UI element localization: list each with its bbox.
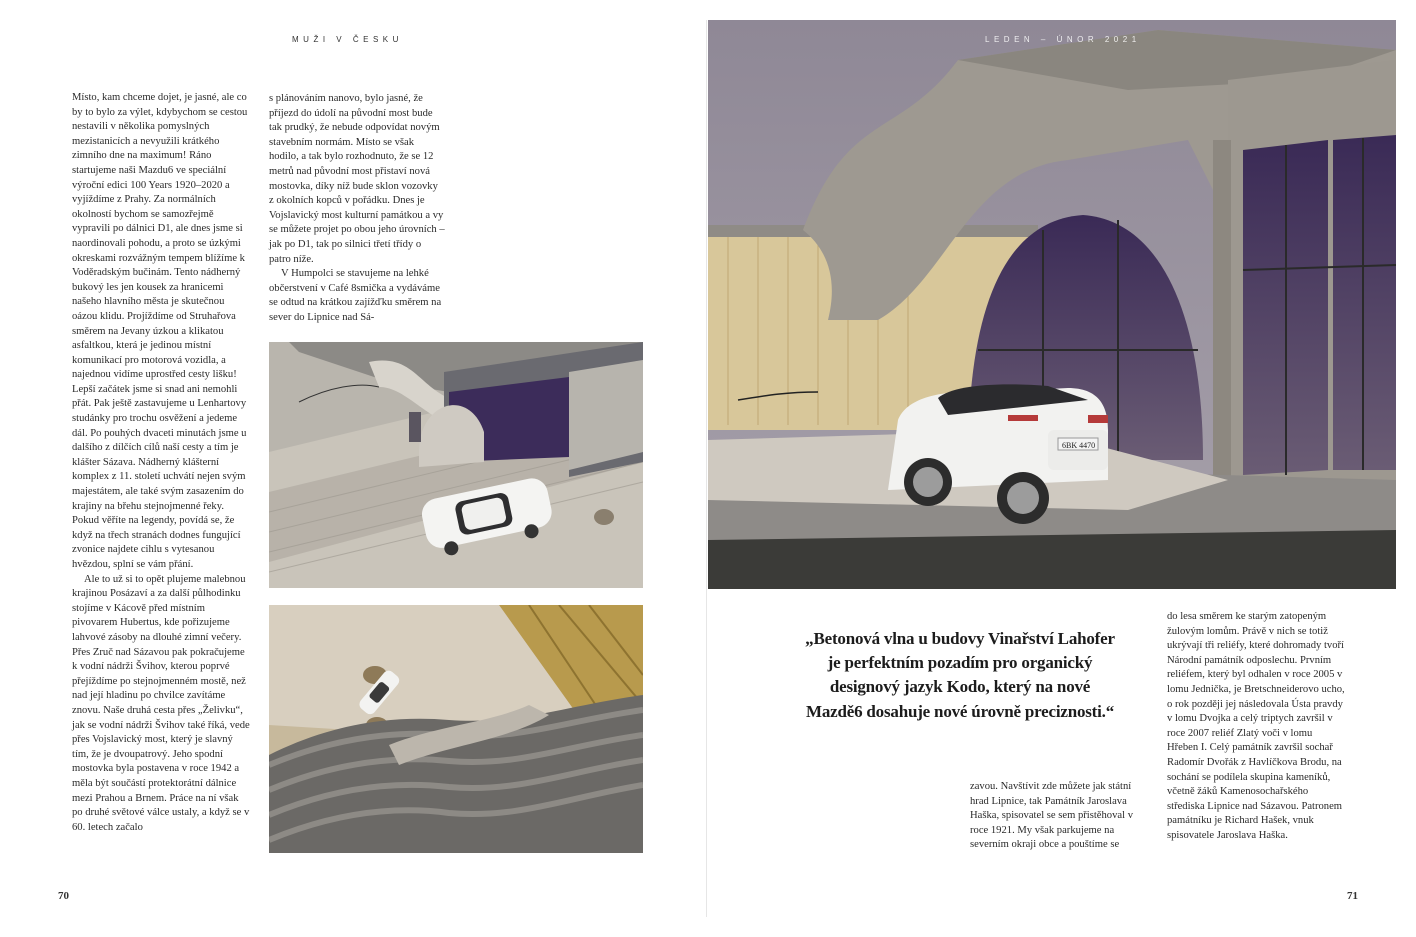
photo-aerial-stairs [269,605,643,853]
paragraph: s plánováním nanovo, bylo jasné, že příjezd do údolí na původní most bude tak prudký, že nebude odpovídat novým stavebním normám. Místo se však hodilo, a tak bylo rozhodnuto, že se 12 metrů nad původní most přistaví nová mostovka, díky níž bude sklon vozovky z okolních kopců v pořádku. Dnes je Vojslavický most kulturní památkou a vy se můžete projet po obou jeho úrovních – jak po D1, tak po silnici třetí třídy o patro níže. [269,93,445,265]
paragraph: Místo, kam chceme dojet, je jasné, ale co by to bylo za výlet, kdybychom se cestou nestavili v několika pomyslných mezistanicích a nevyužili krátkého zimního dne na maximum! Ráno startujeme naši Mazdu6 ve speciální výroční edici 100 Years 1920–2020 a vyjíždíme z Prahy. Za normálních okolností bychom se samozřejmě vypravili po dálnici D1, ale dnes jsme si naordinovali pohodu, a proto se úzkými okreskami rozvážným tempem blížíme k Voděradským bučinám. Tento nádherný bukový les jen kousek za hranicemi našeho hlavního města je skutečnou oázou klidu. Projíždíme od Struhařova směrem na Jevany úzkou a klikatou asfaltkou, která je jedinou místní komunikací pro motorová vozidla, a najednou vidíme uprostřed cesty lišku! Lepší začátek jsme si snad ani nemohli přát. Pak ještě zastavujeme u Lenhartovy studánky pro trochu osvěžení a jedeme dál. Po pouhých dvaceti minutách jsme u dalšího z dílčích cílů naší cesty a tím je klášter Sázava. Nádherný klášterní komplex z 11. století uchvátí nejen svým majestátem, ale také svým zasazením do krajiny na břehu stejnojmenné řeky. Pokud věříte na legendy, povídá se, že když na třech stranách dodnes fungující zvonice najdete cihlu s vytesanou hvězdou, splní se vám přání. [72,92,248,570]
page-number-right: 71 [1347,890,1358,902]
text-column-2 [269,92,445,326]
page-number-left: 70 [58,890,69,902]
paragraph: zavou. Navštívit zde můžete jak státní hrad Lipnice, tak Památník Jaroslava Haška, spisovatel se sem přistěhoval v roce 1921. My však parkujeme na severním okraji obce a pouštíme se [970,781,1133,851]
running-head-right: LEDEN – ÚNOR 2021 [985,35,1141,44]
photo-hero-winery-car [708,20,1396,589]
text-column-4 [1167,610,1345,844]
page-gutter [706,20,707,917]
text-column-3 [970,780,1148,853]
text-column-1 [72,91,250,835]
running-head-left: MUŽI V ČESKU [292,35,403,44]
paragraph: do lesa směrem ke starým zatopeným žulovým lomům. Právě v nich se totiž ukrývají tři reliéfy, které dohromady tvoří Národní památník odposlechu. Prvním reliéfem, který byl odhalen v roce 2005 v lomu Jednička, je Bretschneiderovo ucho, o rok později jej následovala Ústa pravdy v lomu Dvojka a celý triptych završil v roce 2007 reliéf Zlatý voči v lomu Hřeben I. Celý památník završil sochař Radomír Dvořák z Havlíčkova Brodu, na sochání se podílela skupina kameníků, včetně žáků Kamenosochařského střediska Lipnice nad Sázavou. Patronem památníku je Richard Hašek, vnuk spisovatele Jaroslava Haška. [1167,611,1345,841]
license-plate: 6BK 4470 [1062,441,1096,450]
paragraph: V Humpolci se stavujeme na lehké občerstvení v Café 8smička a vydáváme se odtud na krátkou zajížďku směrem na sever do Lipnice nad Sá- [269,268,442,323]
paragraph: Ale to už si to opět plujeme malebnou krajinou Posázaví a za další půlhodinku stojíme v Kácově před místním pivovarem Hubertus, kde pořizujeme lahvové zásoby na dlouhé zimní večery. Přes Zruč nad Sázavou pak pokračujeme k vodní nádrži Švihov, kterou poprvé přejíždíme po stejnojmenném mostě, než nad její hladinu po chvilce zavítáme znovu. Naše druhá cesta přes „Želivku“, jak se vodní nádrži Švihov také říká, vede přes Vojslavický most, který je slavný tím, že je dvoupatrový. Jeho spodní mostovka byla postavena v roce 1942 a měla být součástí protektorátní dálnice mezi Prahou a Brnem. Práce na ní však po druhé světové válce ustaly, a když se v 60. letech začalo [72,573,250,833]
pull-quote: „Betonová vlna u budovy Vinařství Lahofer je perfektním pozadím pro organický designový jazyk Kodo, který na nové Mazdě6 dosahuje nové úrovně preciznosti.“ [805,629,1115,721]
photo-aerial-winery [269,342,643,588]
